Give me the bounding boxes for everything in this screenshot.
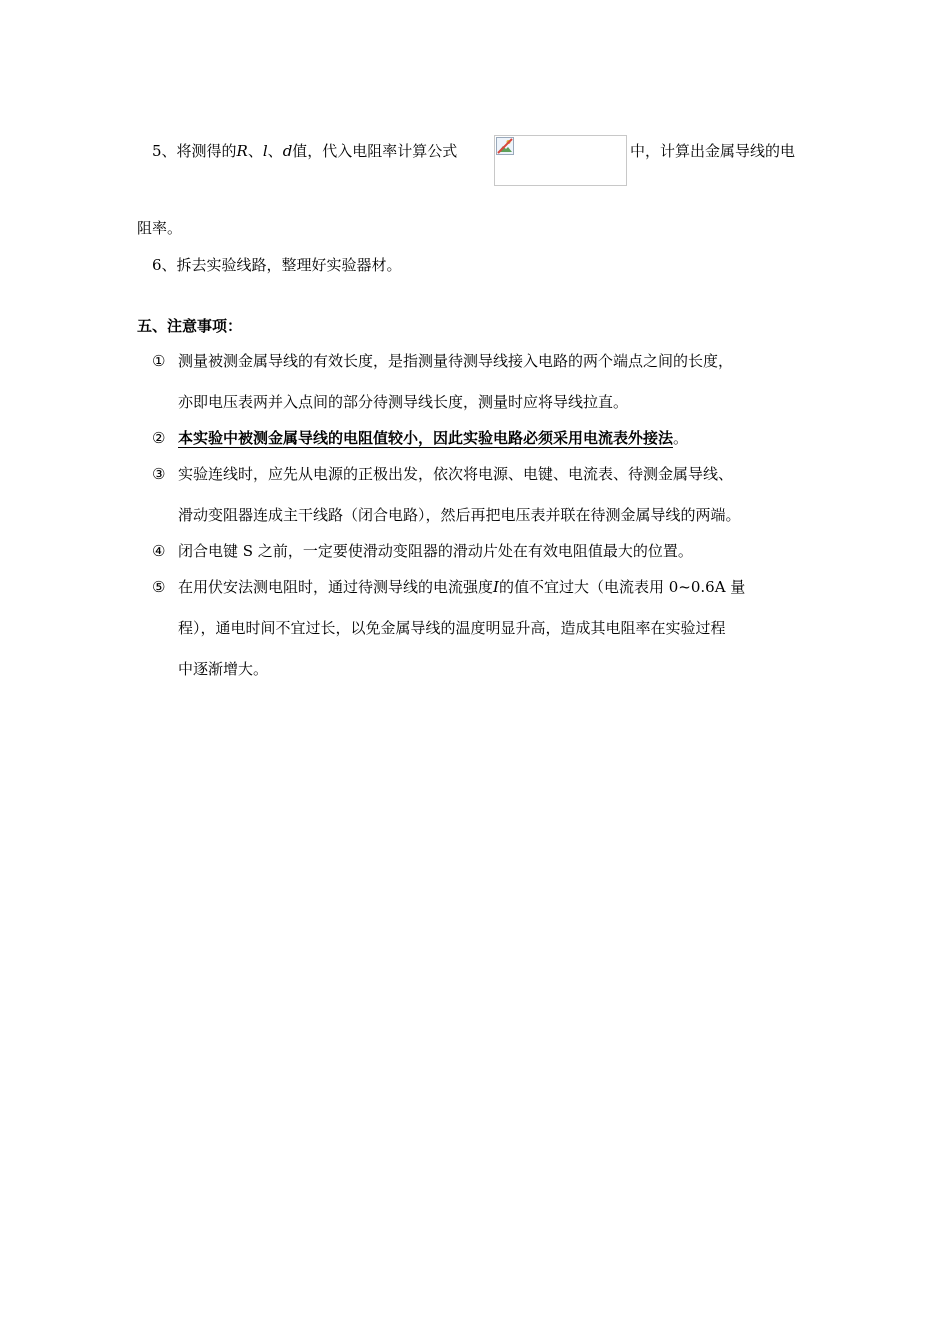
note-text: 闭合电键 S 之前，一定要使滑动变阻器的滑动片处在有效电阻值最大的位置。 — [178, 542, 693, 560]
note-marker: ⑤ — [152, 578, 166, 596]
var-d: d — [282, 142, 293, 160]
note-3 — [152, 464, 733, 484]
note-marker: ② — [152, 429, 166, 447]
note-1-continuation: 亦即电压表两并入点间的部分待测导线长度，测量时应将导线拉直。 — [178, 393, 629, 411]
note-bold-text: 本实验中被测金属导线的电阻值较小，因此实验电路必须采用电流表外接法 — [178, 429, 674, 447]
note-end: 。 — [673, 429, 689, 447]
formula-image-placeholder — [494, 135, 627, 186]
note-4 — [152, 541, 693, 561]
separator: 、 — [267, 142, 283, 160]
step6-line: 6、拆去实验线路，整理好实验器材。 — [152, 256, 402, 274]
step5-continuation: 阻率。 — [137, 219, 183, 237]
var-i: I — [493, 578, 499, 596]
note-marker: ① — [152, 352, 166, 370]
note-marker: ④ — [152, 542, 166, 560]
note-text: 的值不宜过大（电流表用 0~0.6A 量 — [498, 578, 746, 596]
step5-prefix: 5、将测得的 — [152, 142, 237, 160]
note-text: 在用伏安法测电阻时，通过待测导线的电流强度 — [178, 578, 494, 596]
var-r: R — [236, 142, 248, 160]
section-title: 五、注意事项： — [137, 317, 243, 335]
note-5-continuation-2: 中逐渐增大。 — [178, 660, 269, 678]
separator: 、 — [247, 142, 263, 160]
note-5 — [152, 577, 745, 597]
step5-line — [152, 141, 457, 161]
step5-after-formula: 中，计算出金属导线的电 — [630, 142, 796, 160]
note-3-continuation: 滑动变阻器连成主干线路（闭合电路），然后再把电压表并联在待测金属导线的两端。 — [178, 506, 741, 524]
step5-suffix: 值，代入电阻率计算公式 — [292, 142, 458, 160]
note-text: 测量被测金属导线的有效长度，是指测量待测导线接入电路的两个端点之间的长度， — [178, 352, 734, 370]
note-text: 实验连线时，应先从电源的正极出发，依次将电源、电键、电流表、待测金属导线、 — [178, 465, 734, 483]
note-1 — [152, 351, 733, 371]
note-marker: ③ — [152, 465, 166, 483]
note-5-continuation: 程），通电时间不宜过长，以免金属导线的温度明显升高，造成其电阻率在实验过程 — [178, 619, 726, 637]
broken-image-icon — [496, 137, 514, 155]
var-l: l — [262, 142, 268, 160]
note-2 — [152, 428, 688, 448]
